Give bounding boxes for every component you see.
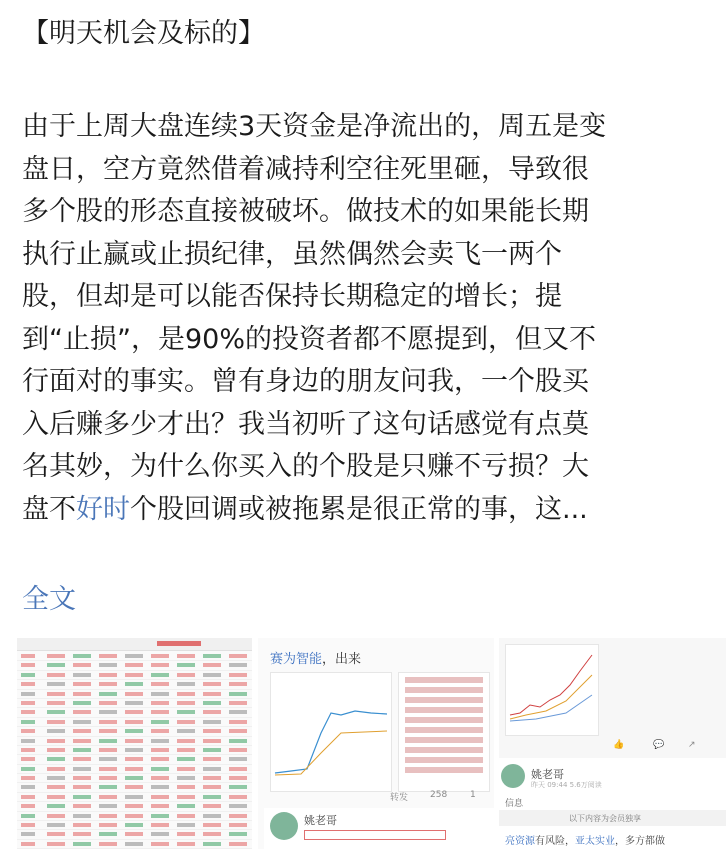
post-line: 多个股的形态直接被破坏。做技术的如果能长期: [22, 196, 589, 227]
avatar: [270, 812, 298, 840]
table-row: [17, 661, 252, 670]
intraday-chart-svg: [271, 673, 391, 791]
post-line: 入后赚多少才出？我当初听了这句话感觉有点莫: [22, 408, 589, 440]
table-row: [17, 746, 252, 755]
table-row: [17, 821, 252, 830]
user-name: 姚老哥: [304, 814, 337, 827]
thumbnail-kline-screenshot[interactable]: [499, 638, 726, 849]
table-row: [17, 737, 252, 746]
table-row: [17, 774, 252, 783]
table-row: [17, 718, 252, 727]
table-row: [17, 671, 252, 680]
image-grid: [0, 638, 726, 849]
action-bar: [270, 788, 490, 806]
highlight-box: [304, 830, 446, 840]
header-tag: [157, 641, 201, 646]
share-count[interactable]: 转发: [390, 793, 409, 803]
post-meta: 昨天 09:44 5.6万阅读: [531, 781, 602, 789]
order-book: [398, 672, 490, 792]
full-text-link[interactable]: 全文: [22, 584, 76, 615]
action-bar: [503, 738, 723, 754]
resource-text: 有风险，: [535, 836, 575, 847]
post-text-segment: 个股回调或被拖累是很正常的事，这...: [130, 493, 588, 525]
stock-name: 赛为智能: [270, 652, 323, 667]
thumbnail-chat-screenshot[interactable]: [258, 638, 494, 849]
avatar: [501, 764, 525, 788]
table-row: [17, 793, 252, 802]
post-title: 【明天机会及标的】: [22, 18, 265, 49]
comment-count[interactable]: 258: [430, 790, 448, 800]
comment-icon[interactable]: 💬: [653, 740, 665, 750]
table-row: [17, 783, 252, 792]
kline-chart-svg: [506, 645, 598, 735]
user-card: [264, 808, 494, 849]
table-row: [17, 765, 252, 774]
table-row: [17, 699, 252, 708]
post-line: 执行止赢或止损纪律，虽然偶然会卖飞一两个: [22, 238, 562, 270]
table-row: [17, 708, 252, 717]
table-row: [17, 680, 252, 689]
post-line: 盘日，空方竟然借着减持利空往死里砸，导致很: [22, 153, 589, 185]
table-row: [17, 755, 252, 764]
kline-chart: [505, 644, 599, 736]
topic-link[interactable]: 好时: [76, 493, 130, 525]
resource-link[interactable]: 亚太实业: [575, 836, 615, 847]
info-label: 信息: [505, 799, 524, 809]
user-card: [499, 758, 726, 849]
table-header: [17, 638, 252, 651]
post-line-last: [22, 489, 722, 532]
resource-line: [505, 832, 665, 847]
post-line: 股，但却是可以能否保持长期稳定的增长；提: [22, 281, 562, 312]
thumbnail-stock-table[interactable]: [17, 638, 252, 849]
intraday-chart: [270, 672, 392, 792]
like-icon[interactable]: 👍: [613, 740, 625, 750]
post-body: [22, 106, 722, 531]
table-row: [17, 830, 252, 839]
post-line: 由于上周大盘连续3天资金是净流出的，周五是变: [22, 111, 607, 142]
resource-text: ，多方都做: [615, 836, 665, 847]
thumb-title-rest: ，出来: [322, 652, 362, 667]
user-name: 姚老哥: [531, 768, 564, 781]
like-count[interactable]: 1: [470, 790, 476, 800]
table-row: [17, 652, 252, 661]
thumb-title: [270, 648, 361, 667]
table-row: [17, 727, 252, 736]
post-text-segment: 盘不: [22, 493, 76, 525]
post-line: 行面对的事实。曾有身边的朋友问我，一个股买: [22, 366, 589, 397]
table-row: [17, 840, 252, 849]
resource-link[interactable]: 亮资源: [505, 836, 535, 847]
table-rows: [17, 652, 252, 849]
table-row: [17, 690, 252, 699]
table-row: [17, 802, 252, 811]
table-row: [17, 812, 252, 821]
post-line: 名其妙，为什么你买入的个股是只赚不亏损？大: [22, 451, 589, 482]
member-banner: [499, 810, 726, 826]
post-line: 到“止损”，是90%的投资者都不愿提到，但又不: [22, 323, 596, 355]
member-text: 以下内容为会员独享: [569, 814, 641, 823]
share-icon[interactable]: ↗: [688, 740, 696, 750]
